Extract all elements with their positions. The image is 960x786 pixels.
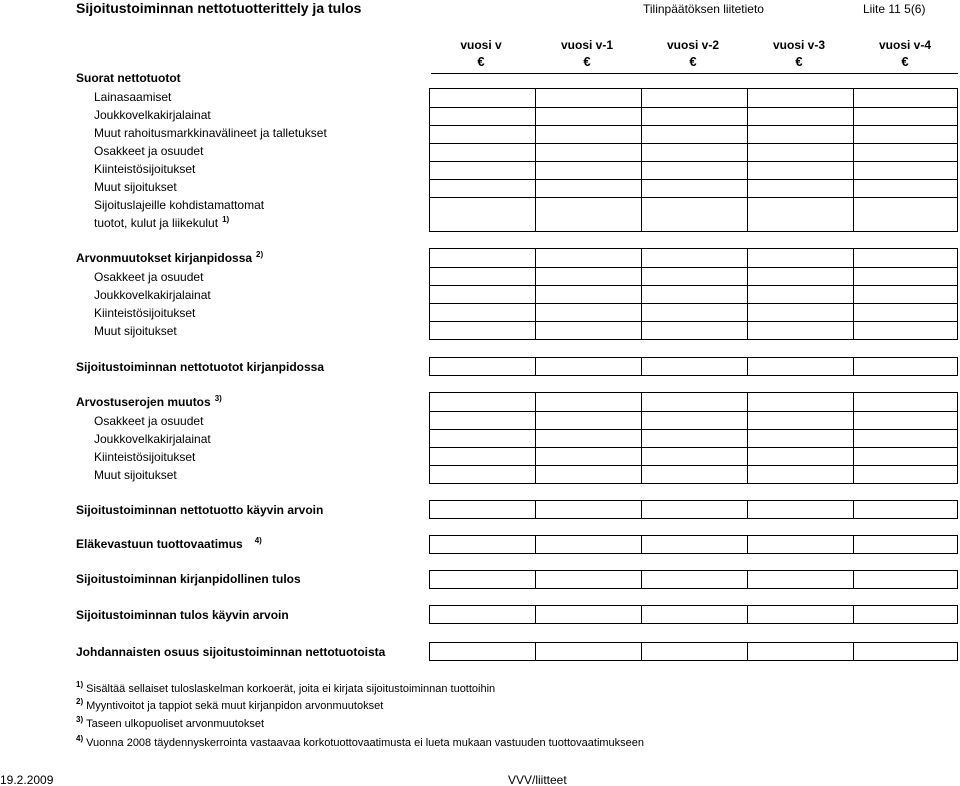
header-rule (431, 73, 958, 74)
currency-symbol-v2: € (689, 54, 697, 69)
row-label-with-footnote (94, 216, 229, 230)
column-header-v: vuosi v (460, 38, 502, 52)
row-label: Muut sijoitukset (94, 180, 177, 194)
row-label: Osakkeet ja osuudet (94, 270, 204, 284)
footnote-3 (76, 715, 265, 731)
footnote-mark: 3) (76, 715, 84, 724)
footnote-mark: 3) (214, 394, 222, 403)
row-label: Kiinteistösijoitukset (94, 450, 196, 464)
footnote-text: Taseen ulkopuoliset arvonmuutokset (86, 718, 265, 730)
footnote-mark: 4) (254, 536, 262, 545)
column-header-v2: vuosi v-2 (666, 38, 720, 52)
row-label: Joukkovelkakirjalainat (94, 108, 211, 122)
footnote-mark: 1) (222, 215, 230, 224)
page-title: Sijoitustoiminnan nettotuotterittely ja tulos (76, 0, 362, 16)
currency-symbol-v4: € (901, 54, 909, 69)
column-header-v3: vuosi v-3 (772, 38, 826, 52)
data-grid-arvostuserot (429, 392, 958, 484)
footer-center: VVV/liitteet (508, 773, 567, 786)
currency-symbol-v1: € (583, 54, 591, 69)
section-title-arvostuserot (76, 395, 222, 409)
row-label: Muut sijoitukset (94, 468, 177, 482)
row-label: Joukkovelkakirjalainat (94, 288, 211, 302)
section-title-text: Arvostuserojen muutos (76, 395, 211, 409)
row-label: Kiinteistösijoitukset (94, 306, 196, 320)
row-label: Joukkovelkakirjalainat (94, 432, 211, 446)
section-title-suorat: Suorat nettotuotot (76, 71, 181, 85)
column-header-v4: vuosi v-4 (878, 38, 932, 52)
data-grid-nettotuotot-kirjanpidossa (429, 357, 958, 376)
row-elakevastuu (76, 537, 262, 551)
footnote-mark: 2) (256, 250, 264, 259)
footnote-mark: 2) (76, 697, 84, 706)
row-label: Muut sijoitukset (94, 324, 177, 338)
header-page-number: Liite 11 5(6) (863, 2, 926, 16)
footnote-text: Vuonna 2008 täydennyskerrointa vastaavaa korkotuottovaatimusta ei lueta mukaan vastuuden tuottovaatimukseen (86, 737, 645, 749)
data-grid-kirjanpidollinen-tulos (429, 570, 958, 589)
data-grid-nettotuotto-kayvin (429, 500, 958, 519)
footnote-text: Myyntivoitot ja tappiot sekä muut kirjanpidon arvonmuutokset (86, 700, 384, 712)
row-label: Kiinteistösijoitukset (94, 162, 196, 176)
footnote-text: Sisältää sellaiset tuloslaskelman korkoerät, joita ei kirjata sijoitustoiminnan tuottoihin (86, 683, 496, 695)
column-header-v1: vuosi v-1 (560, 38, 614, 52)
header-center-label: Tilinpäätöksen liitetieto (643, 2, 764, 16)
footnote-mark: 4) (76, 734, 84, 743)
row-label: Lainasaamiset (94, 90, 172, 104)
row-johdannaiset: Johdannaisten osuus sijoitustoiminnan nettotuotoista (76, 645, 386, 659)
row-tulos-kayvin: Sijoitustoiminnan tulos käyvin arvoin (76, 608, 289, 622)
footnote-mark: 1) (76, 680, 84, 689)
row-label: Osakkeet ja osuudet (94, 144, 204, 158)
currency-symbol-v3: € (795, 54, 803, 69)
data-grid-tulos-kayvin (429, 605, 958, 624)
footnote-2 (76, 697, 384, 713)
data-grid-suorat (429, 88, 958, 232)
data-grid-arvonmuutokset (429, 248, 958, 340)
currency-symbol-v: € (477, 54, 485, 69)
row-label: Muut rahoitusmarkkinavälineet ja talletukset (94, 126, 327, 140)
row-label: Osakkeet ja osuudet (94, 414, 204, 428)
footnote-4 (76, 734, 645, 750)
data-grid-johdannaiset (429, 642, 958, 661)
row-label: Sijoituslajeille kohdistamattomat (94, 198, 265, 212)
row-nettotuotto-kayvin: Sijoitustoiminnan nettotuotto käyvin arvoin (76, 503, 324, 517)
row-label-text: tuotot, kulut ja liikekulut (94, 216, 219, 230)
section-title-arvonmuutokset (76, 251, 263, 265)
section-title-text: Arvonmuutokset kirjanpidossa (76, 251, 253, 265)
row-nettotuotot-kirjanpidossa: Sijoitustoiminnan nettotuotot kirjanpidossa (76, 360, 324, 374)
footnote-1 (76, 680, 496, 696)
footer-date: 19.2.2009 (0, 773, 54, 786)
data-grid-elakevastuu (429, 535, 958, 554)
row-kirjanpidollinen-tulos: Sijoitustoiminnan kirjanpidollinen tulos (76, 572, 301, 586)
row-label-text: Eläkevastuun tuottovaatimus (76, 537, 243, 551)
